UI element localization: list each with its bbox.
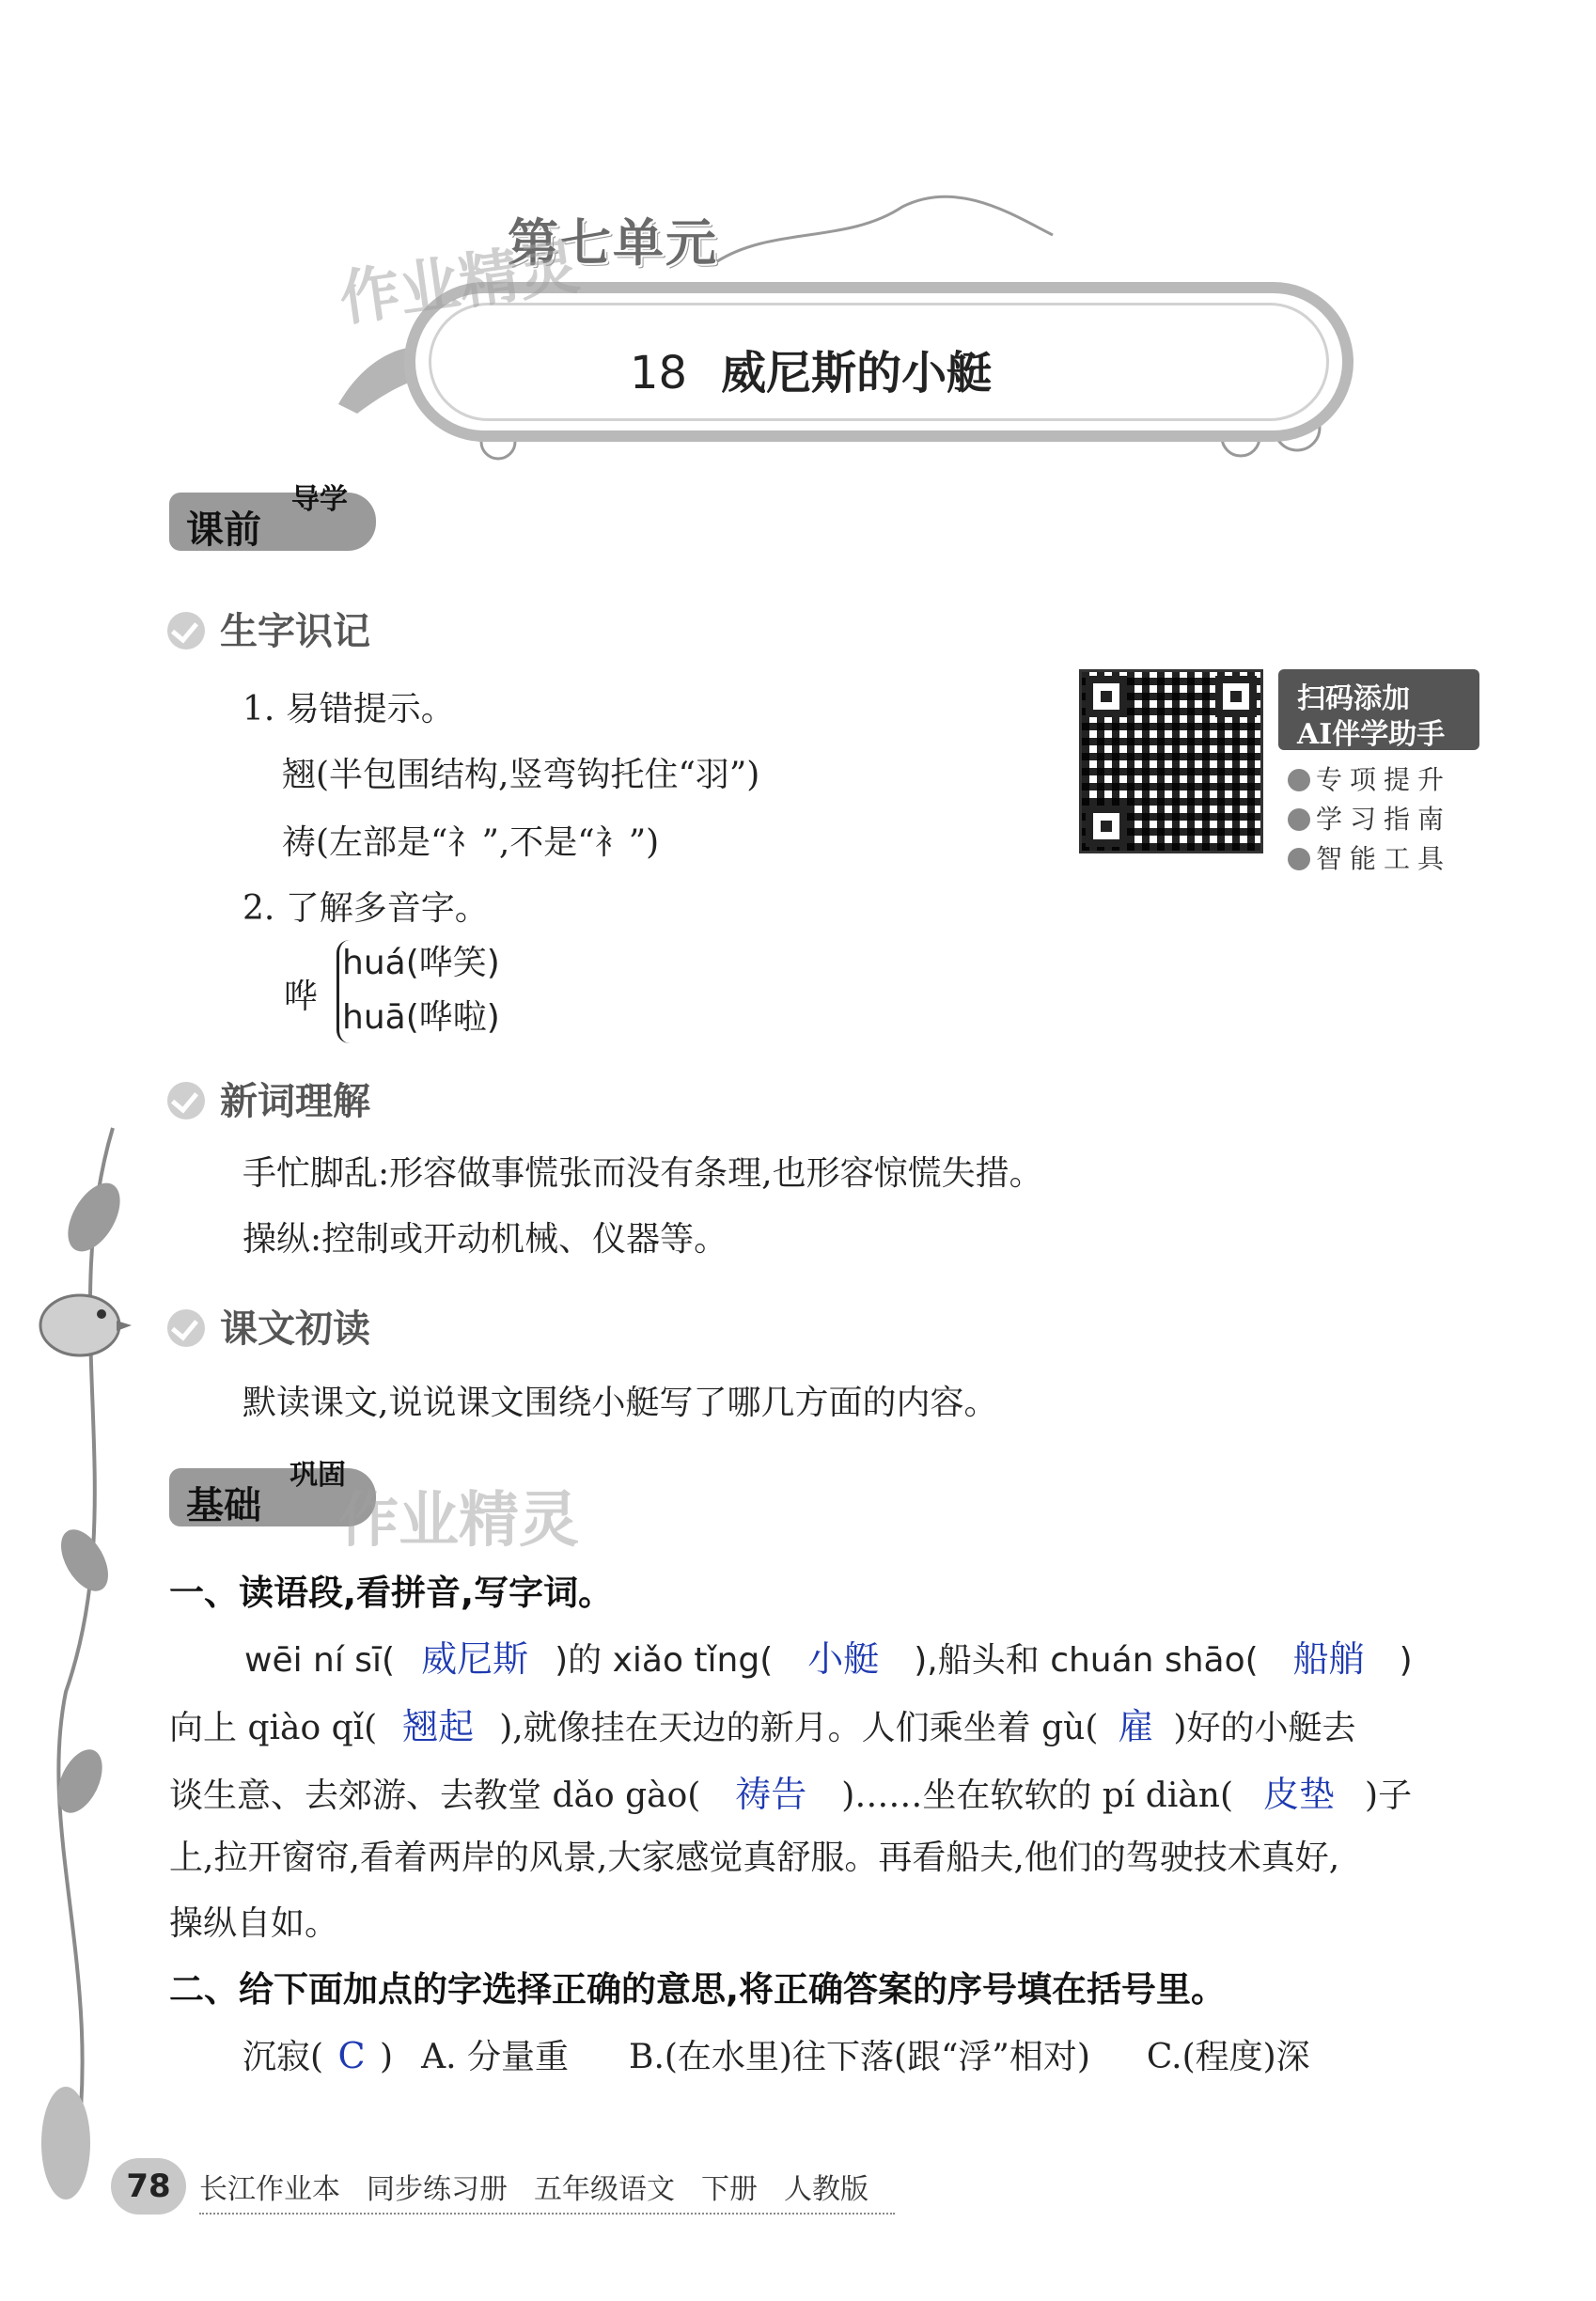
section-pre-study-main: 课前 [186,509,261,552]
answer-blank-7[interactable]: 皮垫 [1263,1774,1336,1815]
qr-label-line2: AI伴学助手 [1297,718,1446,751]
check-icon [1288,769,1310,791]
section-basics-main: 基础 [186,1484,261,1527]
q1-line1: wēi ní sī( 威尼斯 )的 xiǎo tǐng( 小艇 ),船头和 chuán shāo( 船艄 ) [244,1630,1413,1682]
watermark: 作业精灵 [338,1486,579,1556]
section-pre-study-sup: 导学 [291,483,348,516]
answer-blank-q2[interactable]: C [337,2035,366,2076]
answer-blank-4[interactable]: 翘起 [402,1706,475,1747]
watermark: 作业精灵 [335,232,584,336]
q2-line1: 沉寂( C ) A. 分量重 B.(在水里)往下落(跟“浮”相对) C.(程度)深 [243,2035,1310,2076]
shengzi-tip1: 翘(半包围结构,竖弯钩托住“羽”) [282,756,760,794]
subhead-shengzi: 生字识记 [167,602,370,655]
q1-line4: 上,拉开窗帘,看着两岸的风景,大家感觉真舒服。再看船夫,他们的驾驶技术真好, [169,1839,1340,1877]
check-icon [167,1309,205,1347]
q1-line5: 操纵自如。 [169,1904,339,1943]
page-number: 78 [111,2158,186,2215]
section-pre-study [169,483,376,552]
answer-blank-6[interactable]: 祷告 [735,1774,807,1815]
unit-label: 第七单元 [508,213,718,273]
kewen-line1: 默读课文,说说课文围绕小艇写了哪几方面的内容。 [243,1384,998,1422]
lesson-title [630,337,992,401]
qr-label-box [1278,669,1479,750]
shengzi-tip2: 祷(左部是“礻”,不是“衤”) [282,823,660,862]
subhead-kewen: 课文初读 [167,1299,370,1353]
footer-info: 长江作业本 同步练习册 五年级语文 下册 人教版 [199,2166,895,2215]
qr-code[interactable] [1079,669,1263,853]
xinci-line1: 手忙脚乱:形容做事慌张而没有条理,也形容惊慌失措。 [243,1154,1043,1193]
polyphone-reading-1: huá(哗笑) [342,944,500,982]
xinci-line2: 操纵:控制或开动机械、仪器等。 [243,1220,728,1259]
qr-item-3: 智能工具 [1288,838,1451,876]
check-icon [167,1082,205,1119]
answer-blank-5[interactable]: 雇 [1118,1706,1154,1747]
qr-item-1: 专项提升 [1288,759,1451,797]
lesson-number: 18 [630,347,688,399]
shengzi-item2: 2. 了解多音字。 [243,889,489,928]
lesson-title-text: 威尼斯的小艇 [721,347,993,399]
subhead-xinci: 新词理解 [167,1072,370,1125]
question-2-title: 二、给下面加点的字选择正确的意思,将正确答案的序号填在括号里。 [169,1969,1227,2010]
polyphone-char: 哗 [284,978,319,1016]
answer-blank-3[interactable]: 船艄 [1292,1638,1365,1680]
qr-item-2: 学习指南 [1288,799,1451,837]
check-icon [1288,848,1310,870]
check-icon [1288,808,1310,831]
qr-label-line1: 扫码添加 [1297,682,1410,715]
answer-blank-2[interactable]: 小艇 [807,1638,880,1680]
question-1-title: 一、读语段,看拼音,写字词。 [169,1573,614,1613]
answer-blank-1[interactable]: 威尼斯 [421,1638,529,1680]
shengzi-item1: 1. 易错提示。 [243,690,455,728]
q1-line2: 向上 qiào qǐ( 翘起 ),就像挂在天边的新月。人们乘坐着 gù( 雇 )好的小艇去 [169,1698,1355,1749]
section-basics-sup: 巩固 [289,1459,346,1492]
check-icon [167,612,205,650]
polyphone-reading-2: huā(哗啦) [342,998,500,1037]
q1-line3: 谈生意、去郊游、去教堂 dǎo gào( 祷告 )……坐在软软的 pí diàn( 皮垫 )子 [169,1765,1412,1817]
